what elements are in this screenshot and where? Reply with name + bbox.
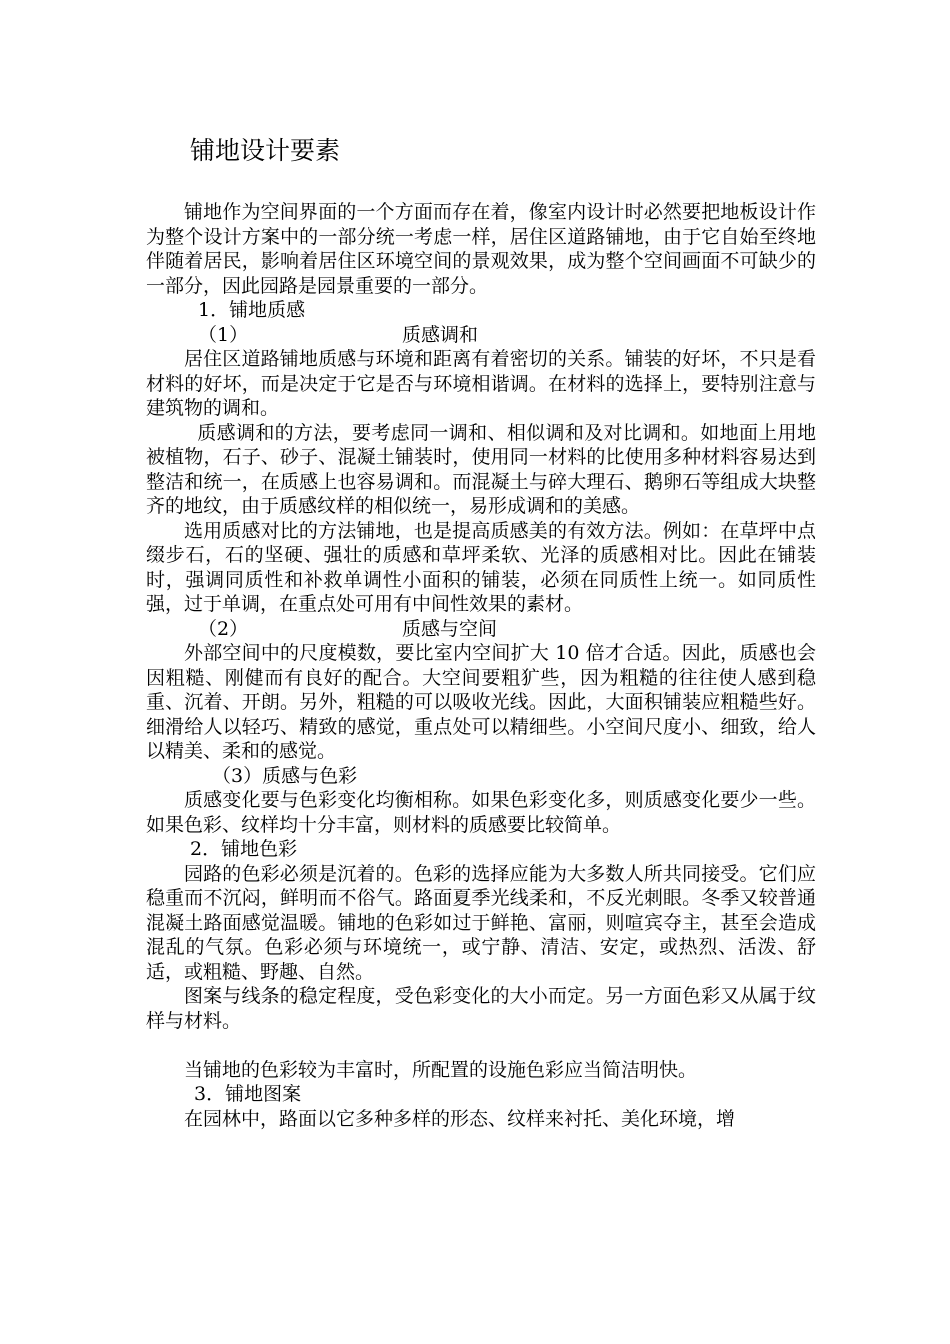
section-heading-1: 1．铺地质感 — [198, 299, 306, 321]
document-body — [146, 200, 816, 1131]
paragraph: 外部空间中的尺度模数，要比室内空间扩大 10 倍才合适。因此，质感也会因粗糙、刚健而有良好的配合。大空间要粗犷些，因为粗糙的往往使人感到稳重、沉着、开朗。另外，粗糙的可以吸收光线。因此，大面积铺装应粗糙些好。细滑给人以轻巧、精致的感觉，重点处可以精细些。小空间尺度小、细致，给人以精美、柔和的感觉。 — [146, 642, 816, 762]
spacer — [146, 1033, 816, 1058]
subsection-label: 质感调和 — [402, 323, 479, 346]
section-heading-2: 2．铺地色彩 — [190, 838, 298, 860]
subsection-heading-1-1 — [146, 323, 816, 348]
paragraph: 选用质感对比的方法铺地，也是提高质感美的有效方法。例如：在草坪中点缀步石，石的坚硬、强壮的质感和草坪柔软、光泽的质感相对比。因此在铺装时，强调同质性和补救单调性小面积的铺装，必须在同质性上统一。如同质性强，过于单调，在重点处可用有中间性效果的素材。 — [146, 519, 816, 615]
subsection-number: （2） — [198, 617, 249, 640]
subsection-number: （1） — [198, 323, 249, 346]
paragraph: 园路的色彩必须是沉着的。色彩的选择应能为大多数人所共同接受。它们应稳重而不沉闷，鲜明而不俗气。路面夏季光线柔和，不反光刺眼。冬季又较普通混凝土路面感觉温暖。铺地的色彩如过于鲜艳、富丽，则喧宾夺主，甚至会造成混乱的气氛。色彩必须与环境统一，或宁静、清洁、安定，或热烈、活泼、舒适，或粗糙、野趣、自然。 — [146, 862, 816, 983]
subsection-heading-1-2 — [146, 617, 816, 642]
paragraph: 质感变化要与色彩变化均衡相称。如果色彩变化多，则质感变化要少一些。如果色彩、纹样均十分丰富，则材料的质感要比较简单。 — [146, 789, 816, 836]
page-title: 铺地设计要素 — [190, 136, 341, 165]
paragraph: 在园林中，路面以它多种多样的形态、纹样来衬托、美化环境，增 — [184, 1107, 736, 1130]
intro-paragraph: 铺地作为空间界面的一个方面而存在着，像室内设计时必然要把地板设计作为整个设计方案中的一部分统一考虑一样，居住区道路铺地，由于它自始至终地伴随着居民，影响着居住区环境空间的景观效果，成为整个空间画面不可缺少的一部分，因此园路是园景重要的一部分。 — [146, 201, 816, 297]
subsection-heading-1-3: （3）质感与色彩 — [212, 764, 358, 787]
paragraph: 质感调和的方法，要考虑同一调和、相似调和及对比调和。如地面上用地被植物，石子、砂子、混凝土铺装时，使用同一材料的比使用多种材料容易达到整洁和统一，在质感上也容易调和。而混凝土与碎大理石、鹅卵石等组成大块整齐的地纹，由于质感纹样的相似统一，易形成调和的美感。 — [146, 421, 816, 517]
section-heading-3: 3．铺地图案 — [194, 1083, 302, 1105]
subsection-label: 质感与空间 — [402, 617, 498, 640]
paragraph: 当铺地的色彩较为丰富时，所配置的设施色彩应当简洁明快。 — [184, 1058, 698, 1081]
paragraph: 居住区道路铺地质感与环境和距离有着密切的关系。铺装的好坏，不只是看材料的好坏，而是决定于它是否与环境相谐调。在材料的选择上，要特别注意与建筑物的调和。 — [146, 348, 816, 419]
paragraph: 图案与线条的稳定程度，受色彩变化的大小而定。另一方面色彩又从属于纹样与材料。 — [146, 985, 816, 1032]
